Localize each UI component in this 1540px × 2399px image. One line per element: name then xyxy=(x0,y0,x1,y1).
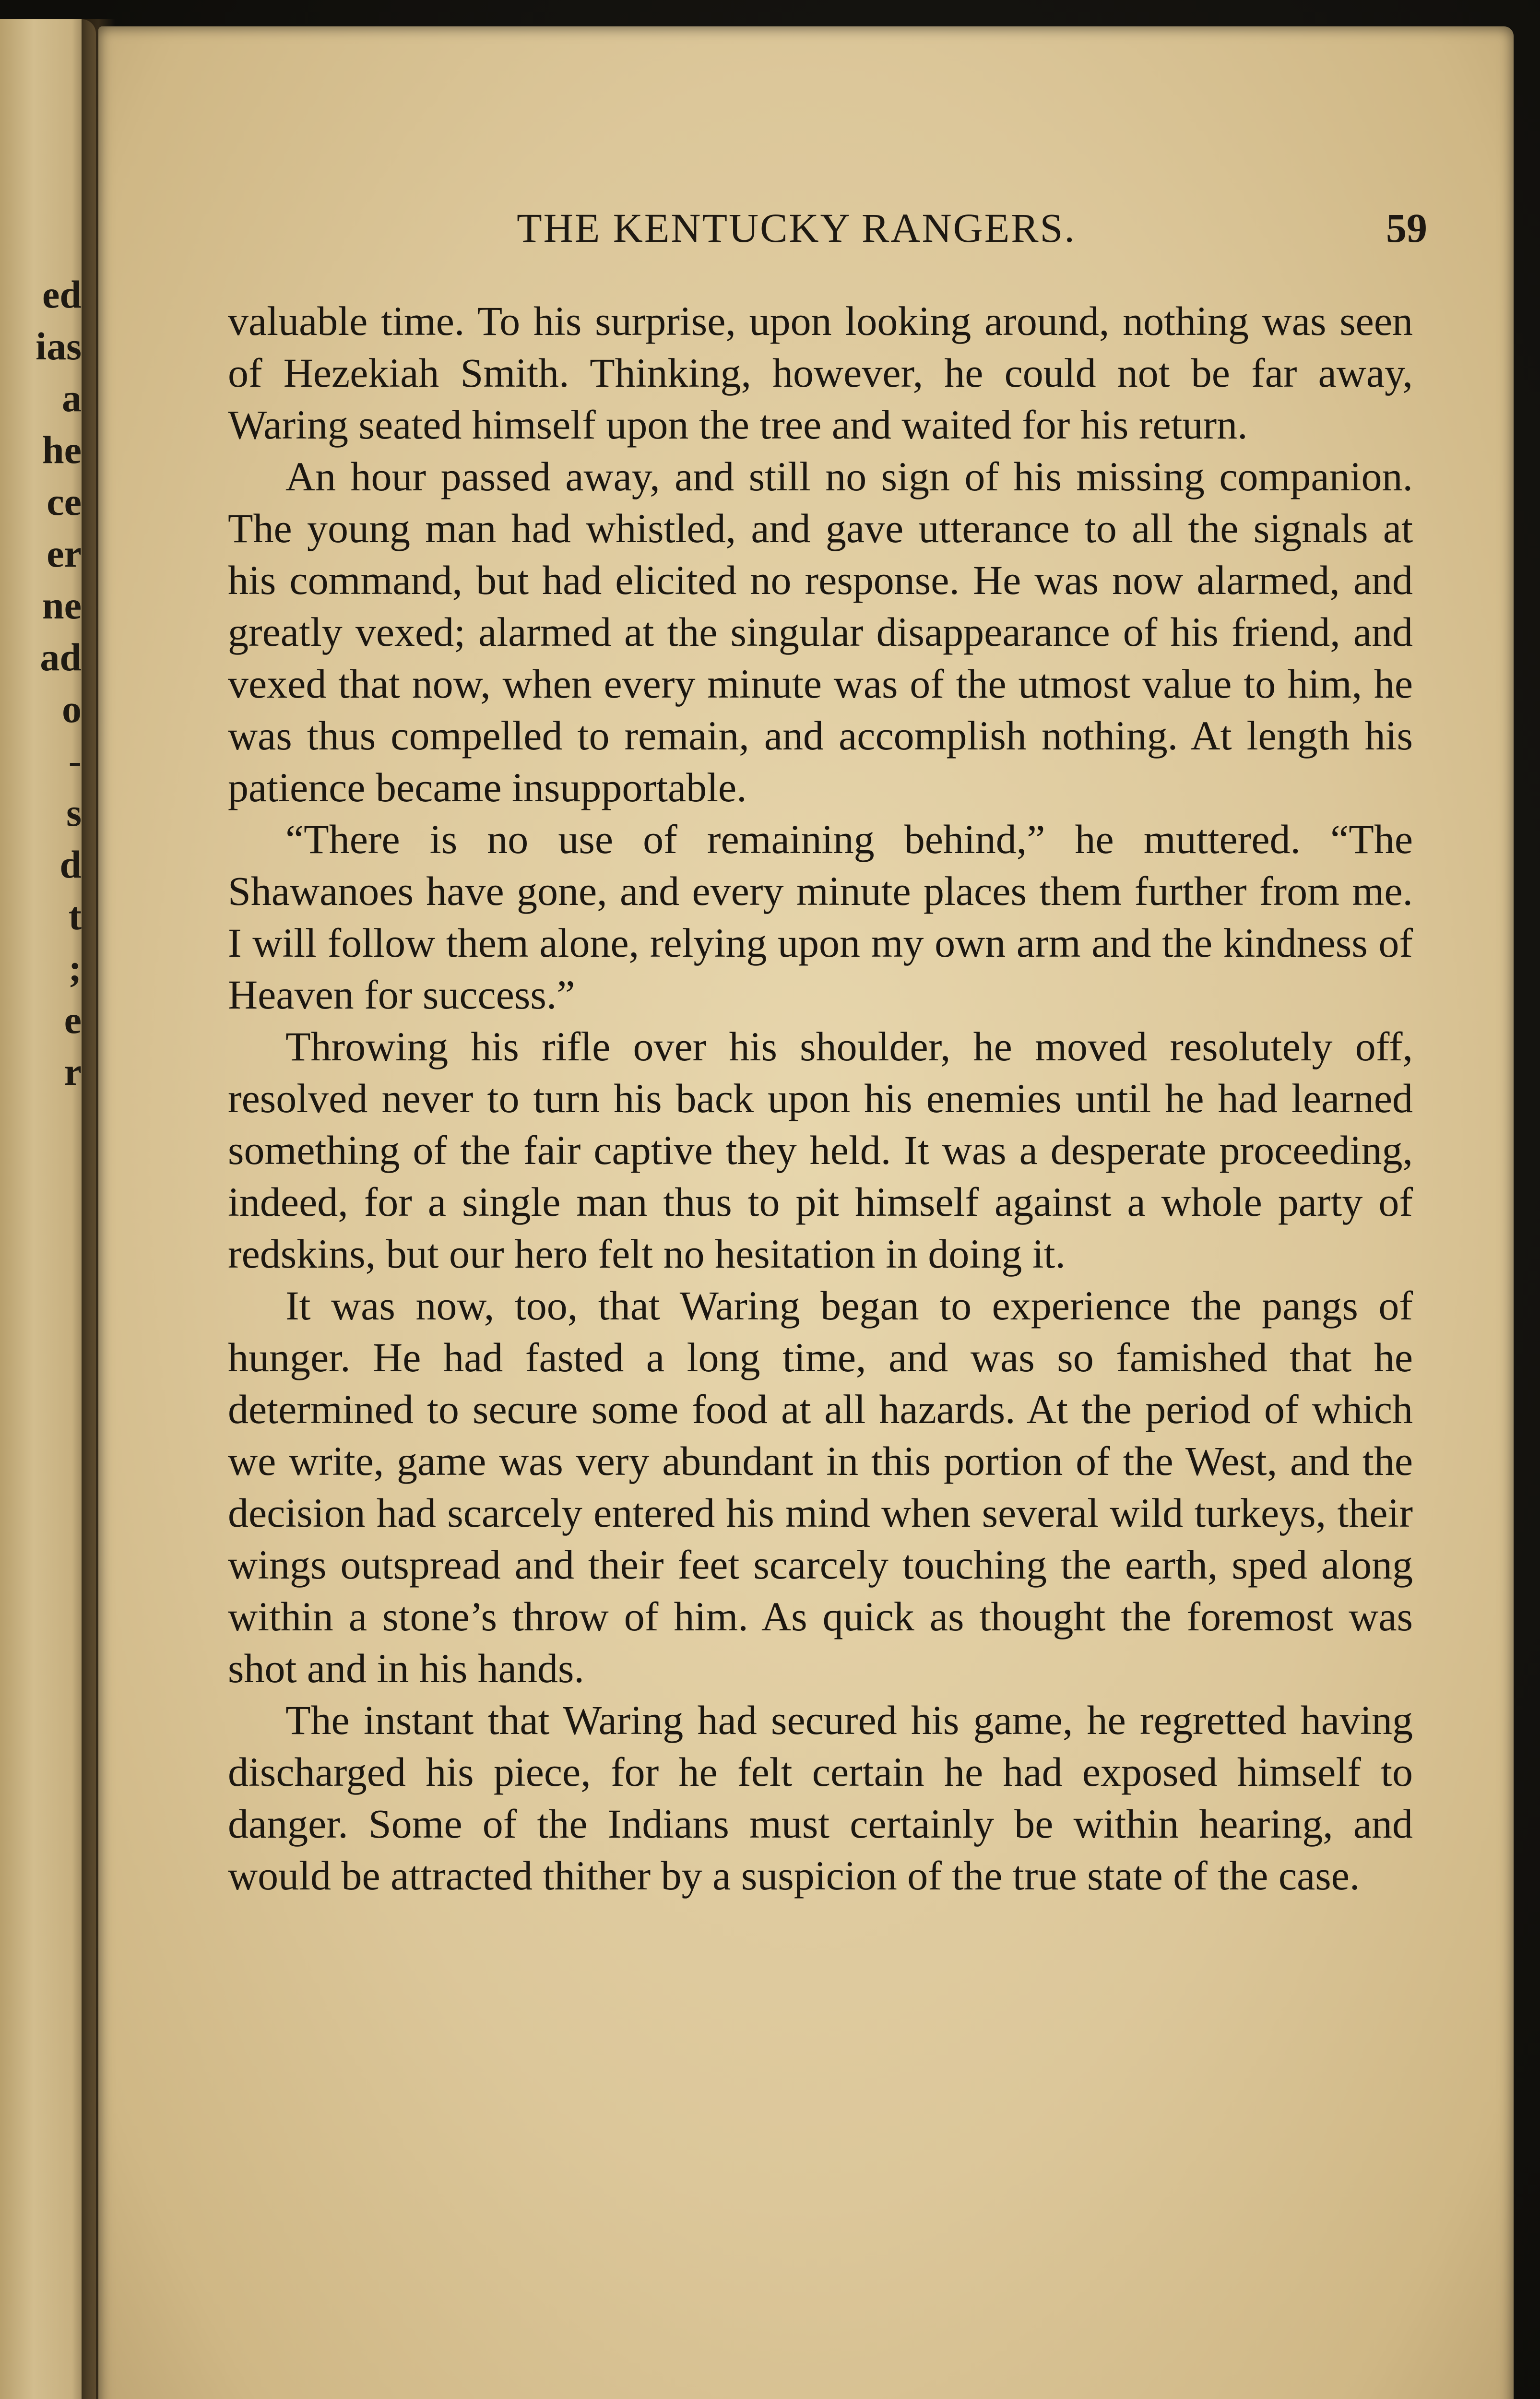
fragment: ias xyxy=(36,324,82,368)
fragment: ce xyxy=(47,480,82,523)
fragment: a xyxy=(62,376,82,420)
fragment: ed xyxy=(42,273,82,316)
fragment: ad xyxy=(40,635,82,679)
running-head: THE KENTUCKY RANGERS. xyxy=(517,205,1076,251)
page-header xyxy=(377,197,1427,259)
book-page xyxy=(98,26,1514,2399)
paragraph: The instant that Waring had secured his game, he regretted having discharged his piece, for he felt certain he had exposed himself to danger. Some of the Indians must certainly be within hearing, and would be attracted thither by a suspicion of the true state of the case. xyxy=(228,1697,1413,1899)
fragment: o xyxy=(62,687,82,731)
fragment: d xyxy=(59,843,82,886)
page-number: 59 xyxy=(1386,205,1427,251)
fragment: ne xyxy=(42,583,82,627)
fragment: ; xyxy=(68,946,82,990)
facing-page-text-fragments xyxy=(0,269,82,1098)
fragment: he xyxy=(42,428,82,472)
fragment: er xyxy=(47,532,82,575)
fragment: s xyxy=(66,791,82,834)
fragment: t xyxy=(68,894,82,938)
body-text xyxy=(228,295,1413,1901)
paragraph: An hour passed away, and still no sign of his missing companion. The young man had whistled, and gave utterance to all the signals at his command, but had elicited no response. He was now alarmed, and greatly vexed; alarmed at the singular disappearance of his friend, and vexed that now, when every minute was of the utmost value to him, he was thus compelled to remain, and accomplish nothing. At length his patience became insupportable. xyxy=(228,453,1413,810)
fragment: r xyxy=(64,1050,82,1093)
paragraph: “There is no use of remaining behind,” he muttered. “The Shawanoes have gone, and every minute places them further from me. I will follow them alone, relying upon my own arm and the kindness of Heaven for success.” xyxy=(228,816,1413,1018)
paragraph: Throwing his rifle over his shoulder, he moved resolutely off, resolved never to turn his back upon his enemies until he had learned something of the fair captive they held. It was a desperate proceeding, indeed, for a single man thus to pit himself against a whole party of redskins, but our hero felt no hesitation in doing it. xyxy=(228,1023,1413,1277)
paragraph: valuable time. To his surprise, upon looking around, nothing was seen of Hezekiah Smith. Thinking, however, he could not be far away, Waring seated himself upon the tree and waited for his return. xyxy=(228,298,1413,448)
fragment: e xyxy=(64,998,82,1042)
paragraph: It was now, too, that Waring began to experience the pangs of hunger. He had fasted a long time, and was so famished that he determined to secure some food at all hazards. At the period of which we write, game was very abundant in this portion of the West, and the decision had scarcely entered his mind when several wild turkeys, their wings outspread and their feet scarcely touching the earth, sped along within a stone’s throw of him. As quick as thought the foremost was shot and in his hands. xyxy=(228,1283,1413,1691)
fragment: - xyxy=(68,739,82,783)
